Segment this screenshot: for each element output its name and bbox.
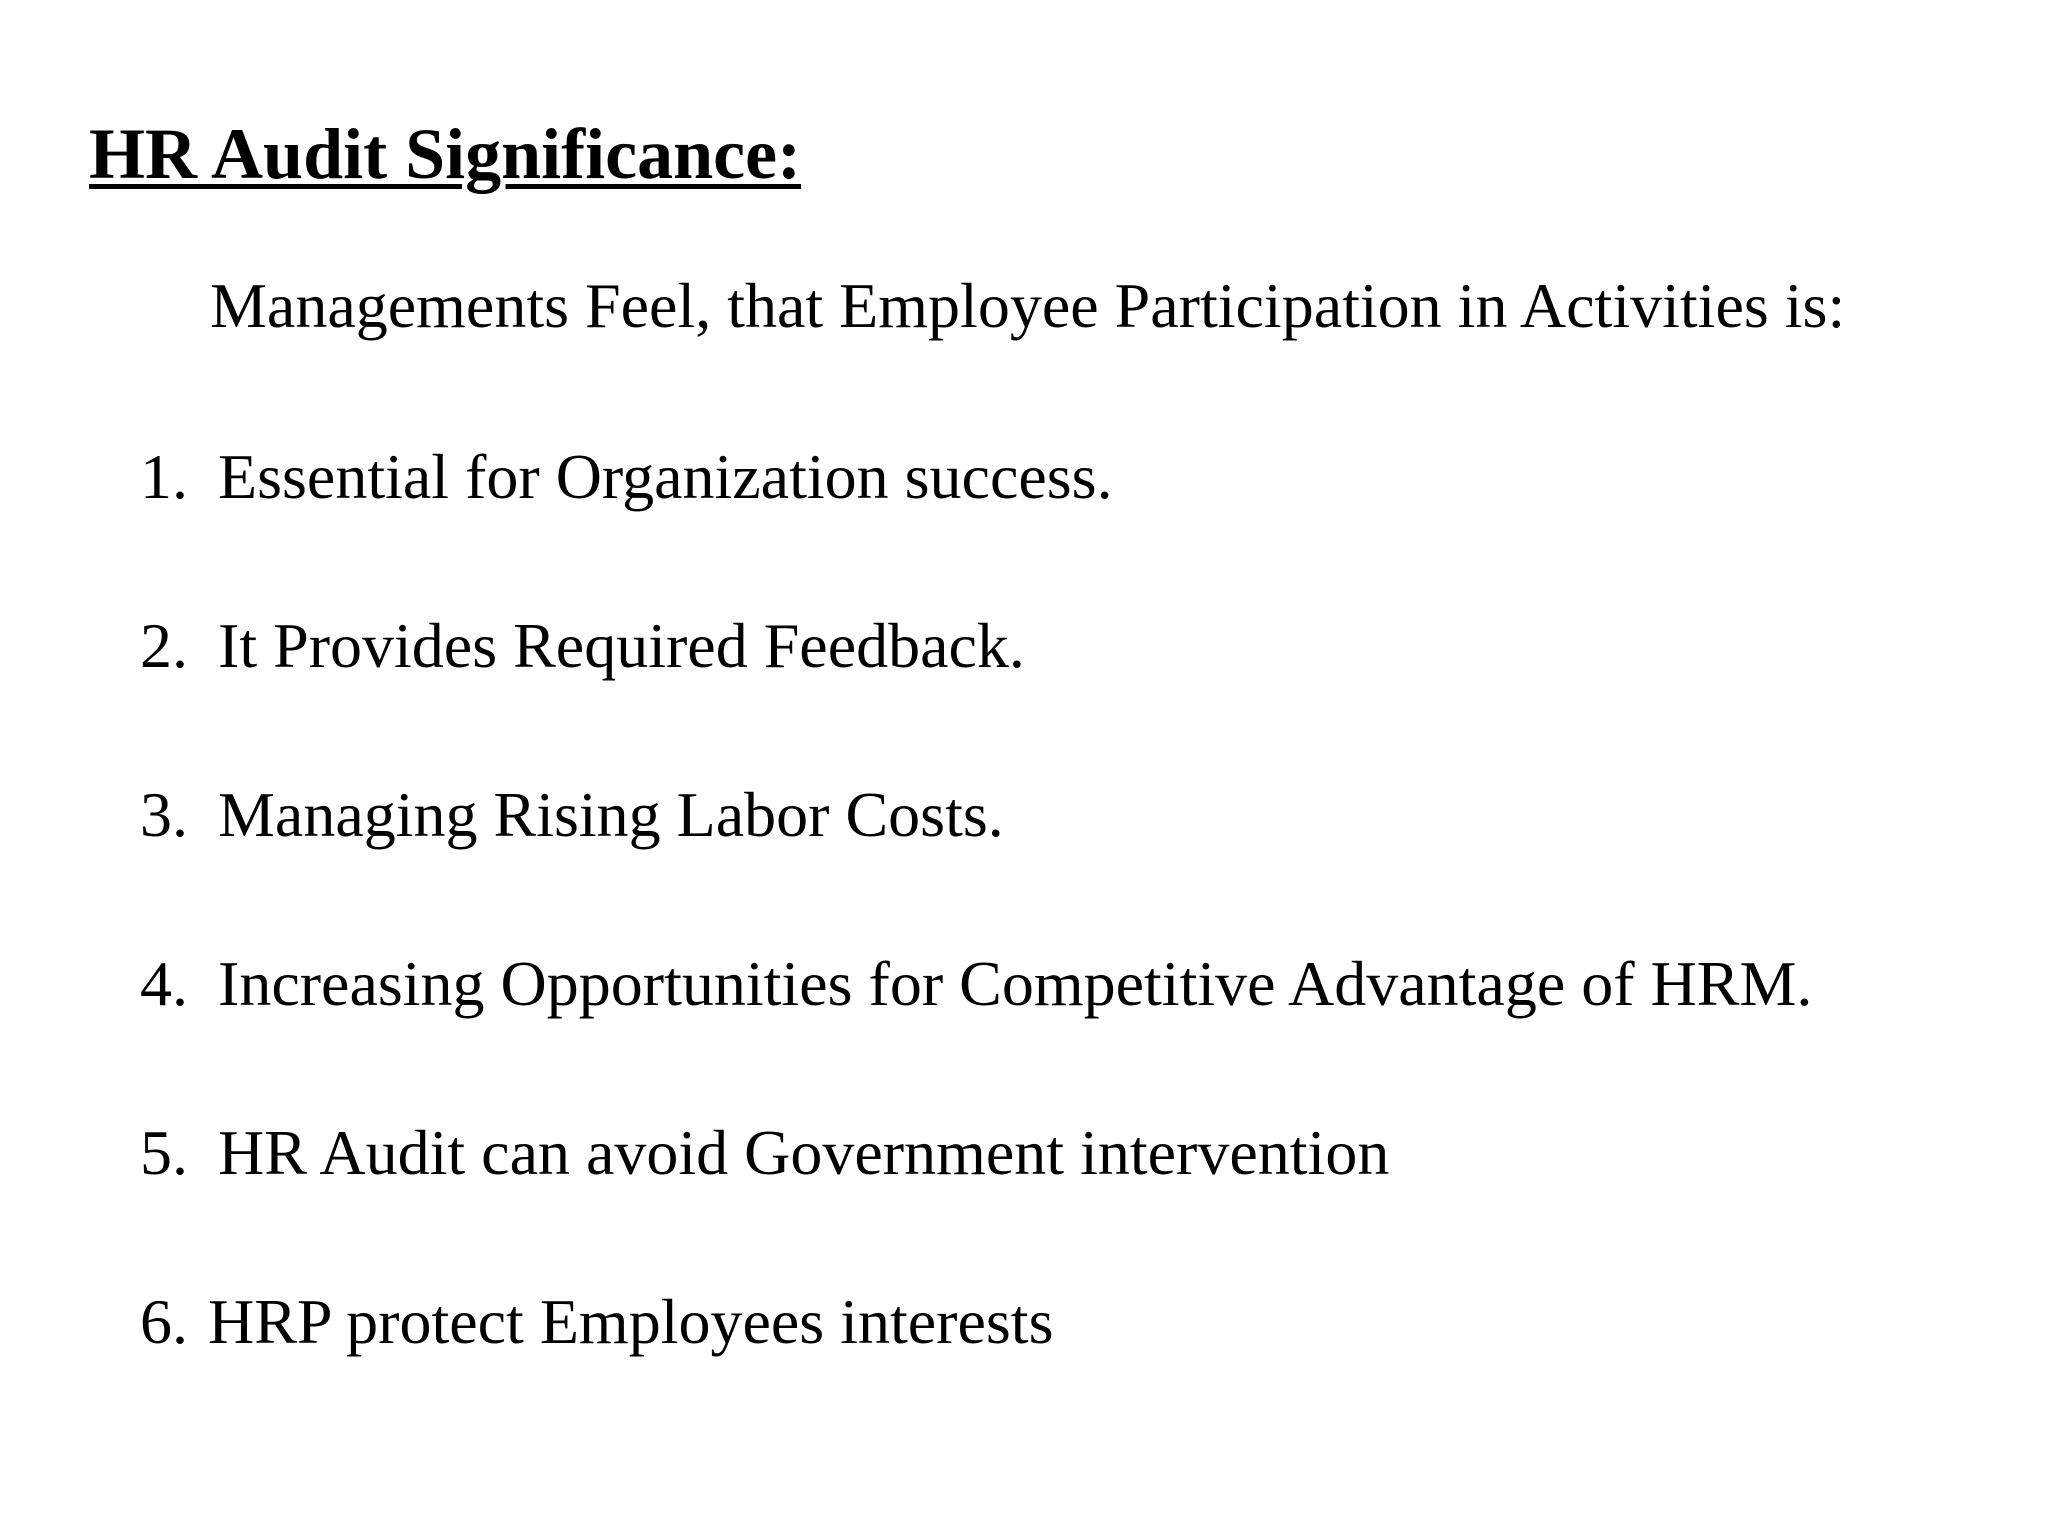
- intro-text: Managements Feel, that Employee Participation in Activities is:: [210, 270, 1846, 341]
- list-item: [140, 441, 1812, 614]
- list-item-text: Increasing Opportunities for Competitive Advantage of HRM.: [218, 948, 1813, 1019]
- list-item: [140, 1286, 1812, 1459]
- list-item: [140, 948, 1813, 1121]
- list-item-text: HR Audit can avoid Government intervention: [218, 1117, 1390, 1188]
- list-item-number: 6.: [140, 1286, 188, 1357]
- list-item-number: 2.: [140, 610, 188, 681]
- list-item-number: 5.: [140, 1117, 188, 1188]
- slide-title: HR Audit Significance:: [89, 114, 802, 194]
- list-item: [140, 779, 1812, 952]
- list-item-text: It Provides Required Feedback.: [218, 610, 1025, 681]
- list-item-text: Essential for Organization success.: [218, 441, 1113, 512]
- list-item-number: 1.: [140, 441, 188, 512]
- list-item: [140, 610, 1812, 783]
- list-item-number: 4.: [140, 948, 188, 1019]
- list-item-text: Managing Rising Labor Costs.: [218, 779, 1004, 850]
- list-item-number: 3.: [140, 779, 188, 850]
- list-item: [140, 1117, 1812, 1290]
- list-item-text: HRP protect Employees interests: [208, 1286, 1054, 1357]
- significance-list: [140, 441, 1813, 1459]
